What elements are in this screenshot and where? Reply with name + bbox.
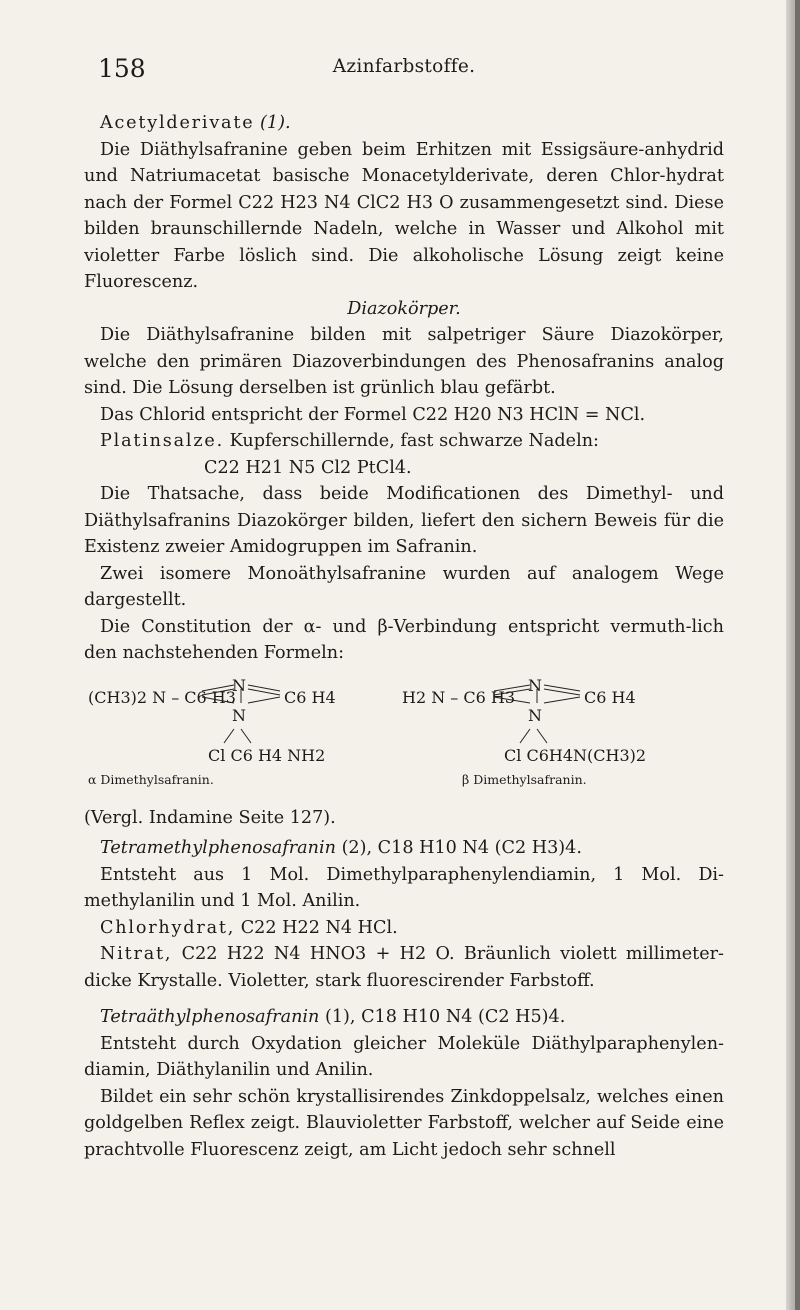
alpha-n-top: N [232, 675, 246, 695]
platin-label: Platinsalze. [100, 431, 225, 451]
structural-formulas [84, 671, 724, 803]
tetraethyl-ref: (1), [324, 1007, 356, 1027]
platin-text: Kupferschillernde, fast schwarze Nadeln: [229, 431, 599, 451]
page-edge [795, 0, 800, 1310]
nitrat-label: Nitrat, [100, 944, 173, 964]
beta-n-bottom: N [528, 705, 542, 725]
platin-line [84, 428, 724, 455]
diazo-para4: Die Constitution der α- und β-Verbindung entspricht vermuth-lich den nachstehenden Formeln: [84, 616, 724, 663]
beta-bottom: Cl C6H4N(CH3)2 [504, 745, 647, 765]
tetramethyl-ref: (2), [341, 838, 373, 858]
page-number: 158 [98, 54, 146, 83]
chlorhydrat-formula: C22 H22 N4 HCl. [240, 917, 398, 938]
tetraethyl-text2: Bildet ein sehr schön krystallisirendes Zinkdoppelsalz, welches einen goldgelben Reflex zeigt. Blauvioletter Farbstoff, welcher auf Seide eine prachtvolle Fluorescenz zeigt, am Licht jedoch sehr schnell [84, 1086, 724, 1160]
alpha-formula [84, 671, 414, 803]
chlorhydrat-label: Chlorhydrat, [100, 917, 236, 938]
chlorhydrat-line [84, 915, 724, 942]
tetraethyl-text1: Entsteht durch Oxydation gleicher Moleküle Diäthylparaphenylen-diamin, Diäthylanilin und Anilin. [84, 1033, 724, 1080]
diazo-heading: Diazokörper. [347, 298, 461, 319]
tetramethyl-formula: C18 H10 N4 (C2 H3)4. [377, 838, 582, 858]
formula-note: (Vergl. Indamine Seite 127). [84, 807, 336, 828]
tetramethyl-text: Entsteht aus 1 Mol. Dimethylparaphenylendiamin, 1 Mol. Di-methylanilin und 1 Mol. Anilin. [84, 864, 724, 911]
page-header [84, 54, 724, 88]
tetraethyl-heading [84, 1004, 724, 1031]
tetramethyl-heading [84, 835, 724, 862]
page-body [84, 110, 724, 1163]
beta-caption: β Dimethylsafranin. [462, 771, 587, 787]
alpha-bottom: Cl C6 H4 NH2 [208, 745, 326, 765]
alpha-right: C6 H4 [284, 687, 336, 707]
running-title: Azinfarbstoffe. [332, 56, 476, 77]
platin-formula: C22 H21 N5 Cl2 PtCl4. [204, 457, 412, 478]
acetyl-ref: (1). [260, 113, 291, 133]
tetraethyl-formula: C18 H10 N4 (C2 H5)4. [361, 1007, 566, 1027]
alpha-caption: α Dimethylsafranin. [88, 771, 214, 787]
beta-left: H2 N – C6 H3 [402, 687, 516, 707]
nitrat-line [84, 941, 724, 994]
tetramethyl-title: Tetramethylphenosafranin [100, 838, 336, 858]
beta-right: C6 H4 [584, 687, 636, 707]
alpha-n-bottom: N [232, 705, 246, 725]
acetyl-heading: Acetylderivate [100, 113, 255, 133]
beta-formula [402, 671, 732, 803]
tetraethyl-title: Tetraäthylphenosafranin [100, 1007, 320, 1027]
nitrat-text: C22 H22 N4 HNO3 + H2 O. Bräunlich violett millimeter-dicke Krystalle. Violetter, stark fluorescirender Farbstoff. [84, 944, 724, 991]
acetyl-section [84, 110, 724, 137]
alpha-left: (CH3)2 N – C6 H3 [88, 687, 236, 707]
diazo-chlorid: Das Chlorid entspricht der Formel C22 H20 N3 HClN = NCl. [100, 404, 646, 425]
acetyl-text: Die Diäthylsafranine geben beim Erhitzen mit Essigsäure-anhydrid und Natriumacetat basische Monacetylderivate, deren Chlor-hydrat nach der Formel C22 H23 N4 ClC2 H3 O zusammengesetzt sind. Diese bilden braunschillernde Nadeln, welche in Wasser und Alkohol mit violetter Farbe löslich sind. Die alkoholische Lösung zeigt keine Fluorescenz. [84, 139, 724, 292]
beta-n-top: N [528, 675, 542, 695]
diazo-para3: Zwei isomere Monoäthylsafranine wurden auf analogem Wege dargestellt. [84, 563, 724, 610]
diazo-para1: Die Diäthylsafranine bilden mit salpetriger Säure Diazokörper, welche den primären Diazoverbindungen des Phenosafranins analog sind. Die Lösung derselben ist grünlich blau gefärbt. [84, 325, 724, 398]
diazo-para2: Die Thatsache, dass beide Modificationen des Dimethyl- und Diäthylsafranins Diazokörger bilden, liefert den sichern Beweis für die Existenz zweier Amidogruppen im Safranin. [84, 484, 724, 557]
